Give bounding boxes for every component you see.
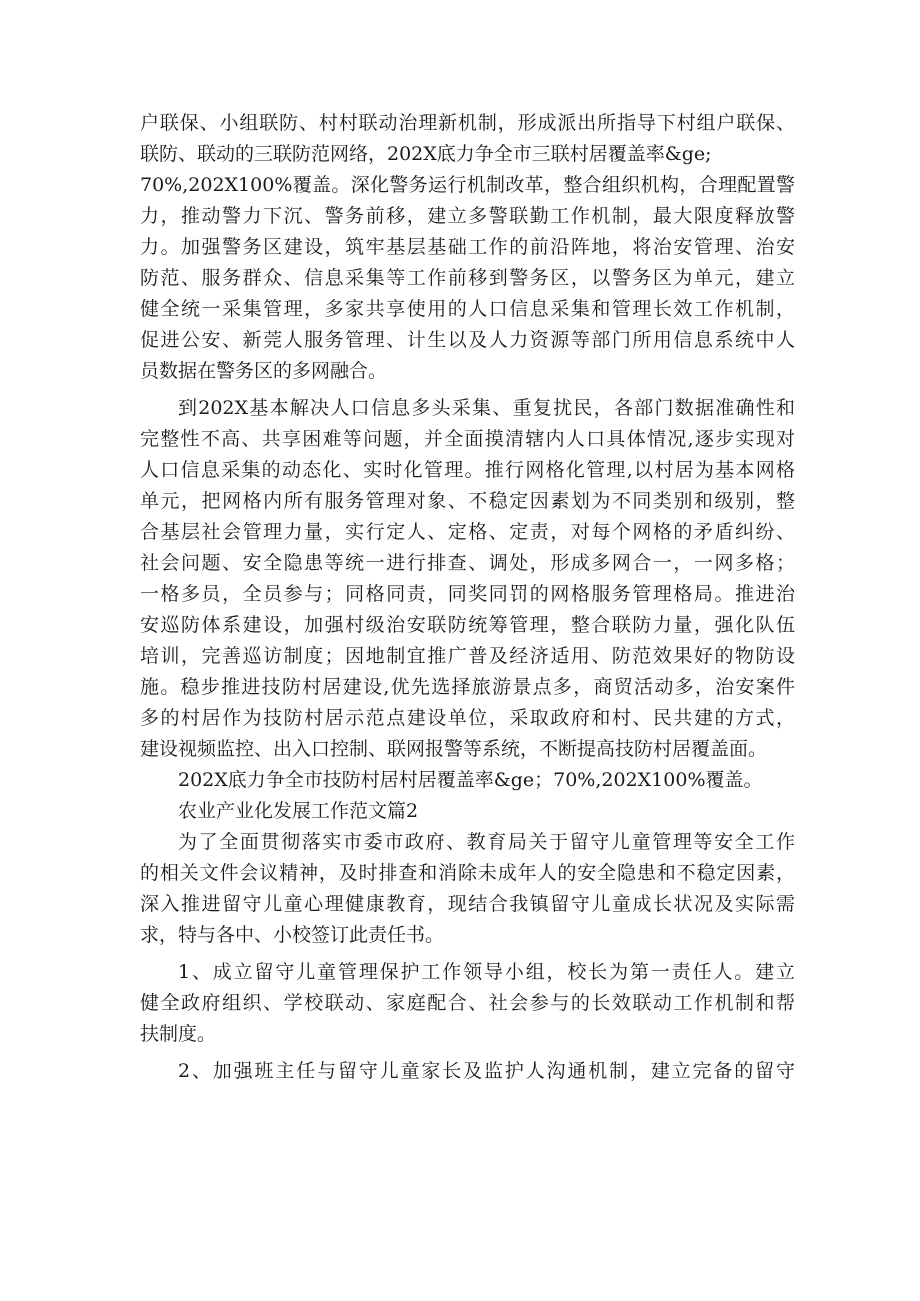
- text-line: 202X底力争全市技防村居村居覆盖率&ge；70%,202X100%覆盖。: [178, 769, 763, 791]
- text-line: 完整性不高、共享困难等问题，并全面摸清辖内人口具体情况,逐步实现对: [140, 428, 795, 450]
- paragraph-p3: [140, 765, 795, 796]
- text-line: 的相关文件会议精神，及时排查和消除未成年人的安全隐患和不稳定因素，: [140, 862, 795, 884]
- text-line: 建设视频监控、出入口控制、联网报警等系统，不断提高技防村居覆盖面。: [140, 738, 768, 760]
- section-heading: [140, 796, 795, 827]
- paragraph-p6: [140, 957, 795, 1050]
- text-line: 施。稳步推进技防村居建设,优先选择旅游景点多，商贸活动多，治安案件: [140, 676, 795, 698]
- text-line: 员数据在警务区的多网融合。: [140, 360, 388, 382]
- text-line: 力。加强警务区建设，筑牢基层基础工作的前沿阵地，将治安管理、治安: [140, 236, 795, 258]
- document-body: [140, 108, 795, 1087]
- text-line: 为了全面贯彻落实市委市政府、教育局关于留守儿童管理等安全工作: [178, 831, 795, 853]
- text-line: 户联保、小组联防、村村联动治理新机制，形成派出所指导下村组户联保、: [140, 112, 795, 134]
- text-line: 力，推动警力下沉、警务前移，建立多警联勤工作机制，最大限度释放警: [140, 205, 795, 227]
- text-line: 扶制度。: [140, 1023, 217, 1045]
- text-line: 社会问题、安全隐患等统一进行排查、调处，形成多网合一，一网多格；: [140, 552, 795, 574]
- text-line: 单元，把网格内所有服务管理对象、不稳定因素划为不同类别和级别，整: [140, 490, 795, 512]
- text-line: 联防、联动的三联防范网络，202X底力争全市三联村居覆盖率&ge;: [140, 143, 712, 165]
- text-line: 促进公安、新莞人服务管理、计生以及人力资源等部门所用信息系统中人: [140, 329, 795, 351]
- text-line: 2、加强班主任与留守儿童家长及监护人沟通机制，建立完备的留守: [178, 1060, 795, 1082]
- text-line: 深入推进留守儿童心理健康教育，现结合我镇留守儿童成长状况及实际需: [140, 893, 795, 915]
- paragraph-p5: [140, 827, 795, 951]
- section-heading-text: 农业产业化发展工作范文篇2: [178, 800, 419, 822]
- text-line: 到202X基本解决人口信息多头采集、重复扰民，各部门数据准确性和: [178, 397, 795, 419]
- paragraph-p1: [140, 108, 795, 387]
- paragraph-p7: [140, 1056, 795, 1087]
- text-line: 健全政府组织、学校联动、家庭配合、社会参与的长效联动工作机制和帮: [140, 992, 795, 1014]
- text-line: 人口信息采集的动态化、实时化管理。推行网格化管理,以村居为基本网格: [140, 459, 795, 481]
- paragraph-p2: [140, 393, 795, 765]
- text-line: 安巡防体系建设，加强村级治安联防统筹管理，整合联防力量，强化队伍: [140, 614, 795, 636]
- text-line: 防范、服务群众、信息采集等工作前移到警务区，以警务区为单元，建立: [140, 267, 795, 289]
- text-line: 求，特与各中、小校签订此责任书。: [140, 924, 445, 946]
- text-line: 70%,202X100%覆盖。深化警务运行机制改革，整合组织机构，合理配置警: [140, 174, 795, 196]
- text-line: 一格多员，全员参与；同格同责，同奖同罚的网格服务管理格局。推进治: [140, 583, 795, 605]
- text-line: 培训，完善巡访制度；因地制宜推广普及经济适用、防范效果好的物防设: [140, 645, 795, 667]
- text-line: 多的村居作为技防村居示范点建设单位，采取政府和村、民共建的方式，: [140, 707, 795, 729]
- text-line: 合基层社会管理力量，实行定人、定格、定责，对每个网格的矛盾纠纷、: [140, 521, 795, 543]
- text-line: 健全统一采集管理，多家共享使用的人口信息采集和管理长效工作机制，: [140, 298, 795, 320]
- text-line: 1、成立留守儿童管理保护工作领导小组，校长为第一责任人。建立: [178, 961, 795, 983]
